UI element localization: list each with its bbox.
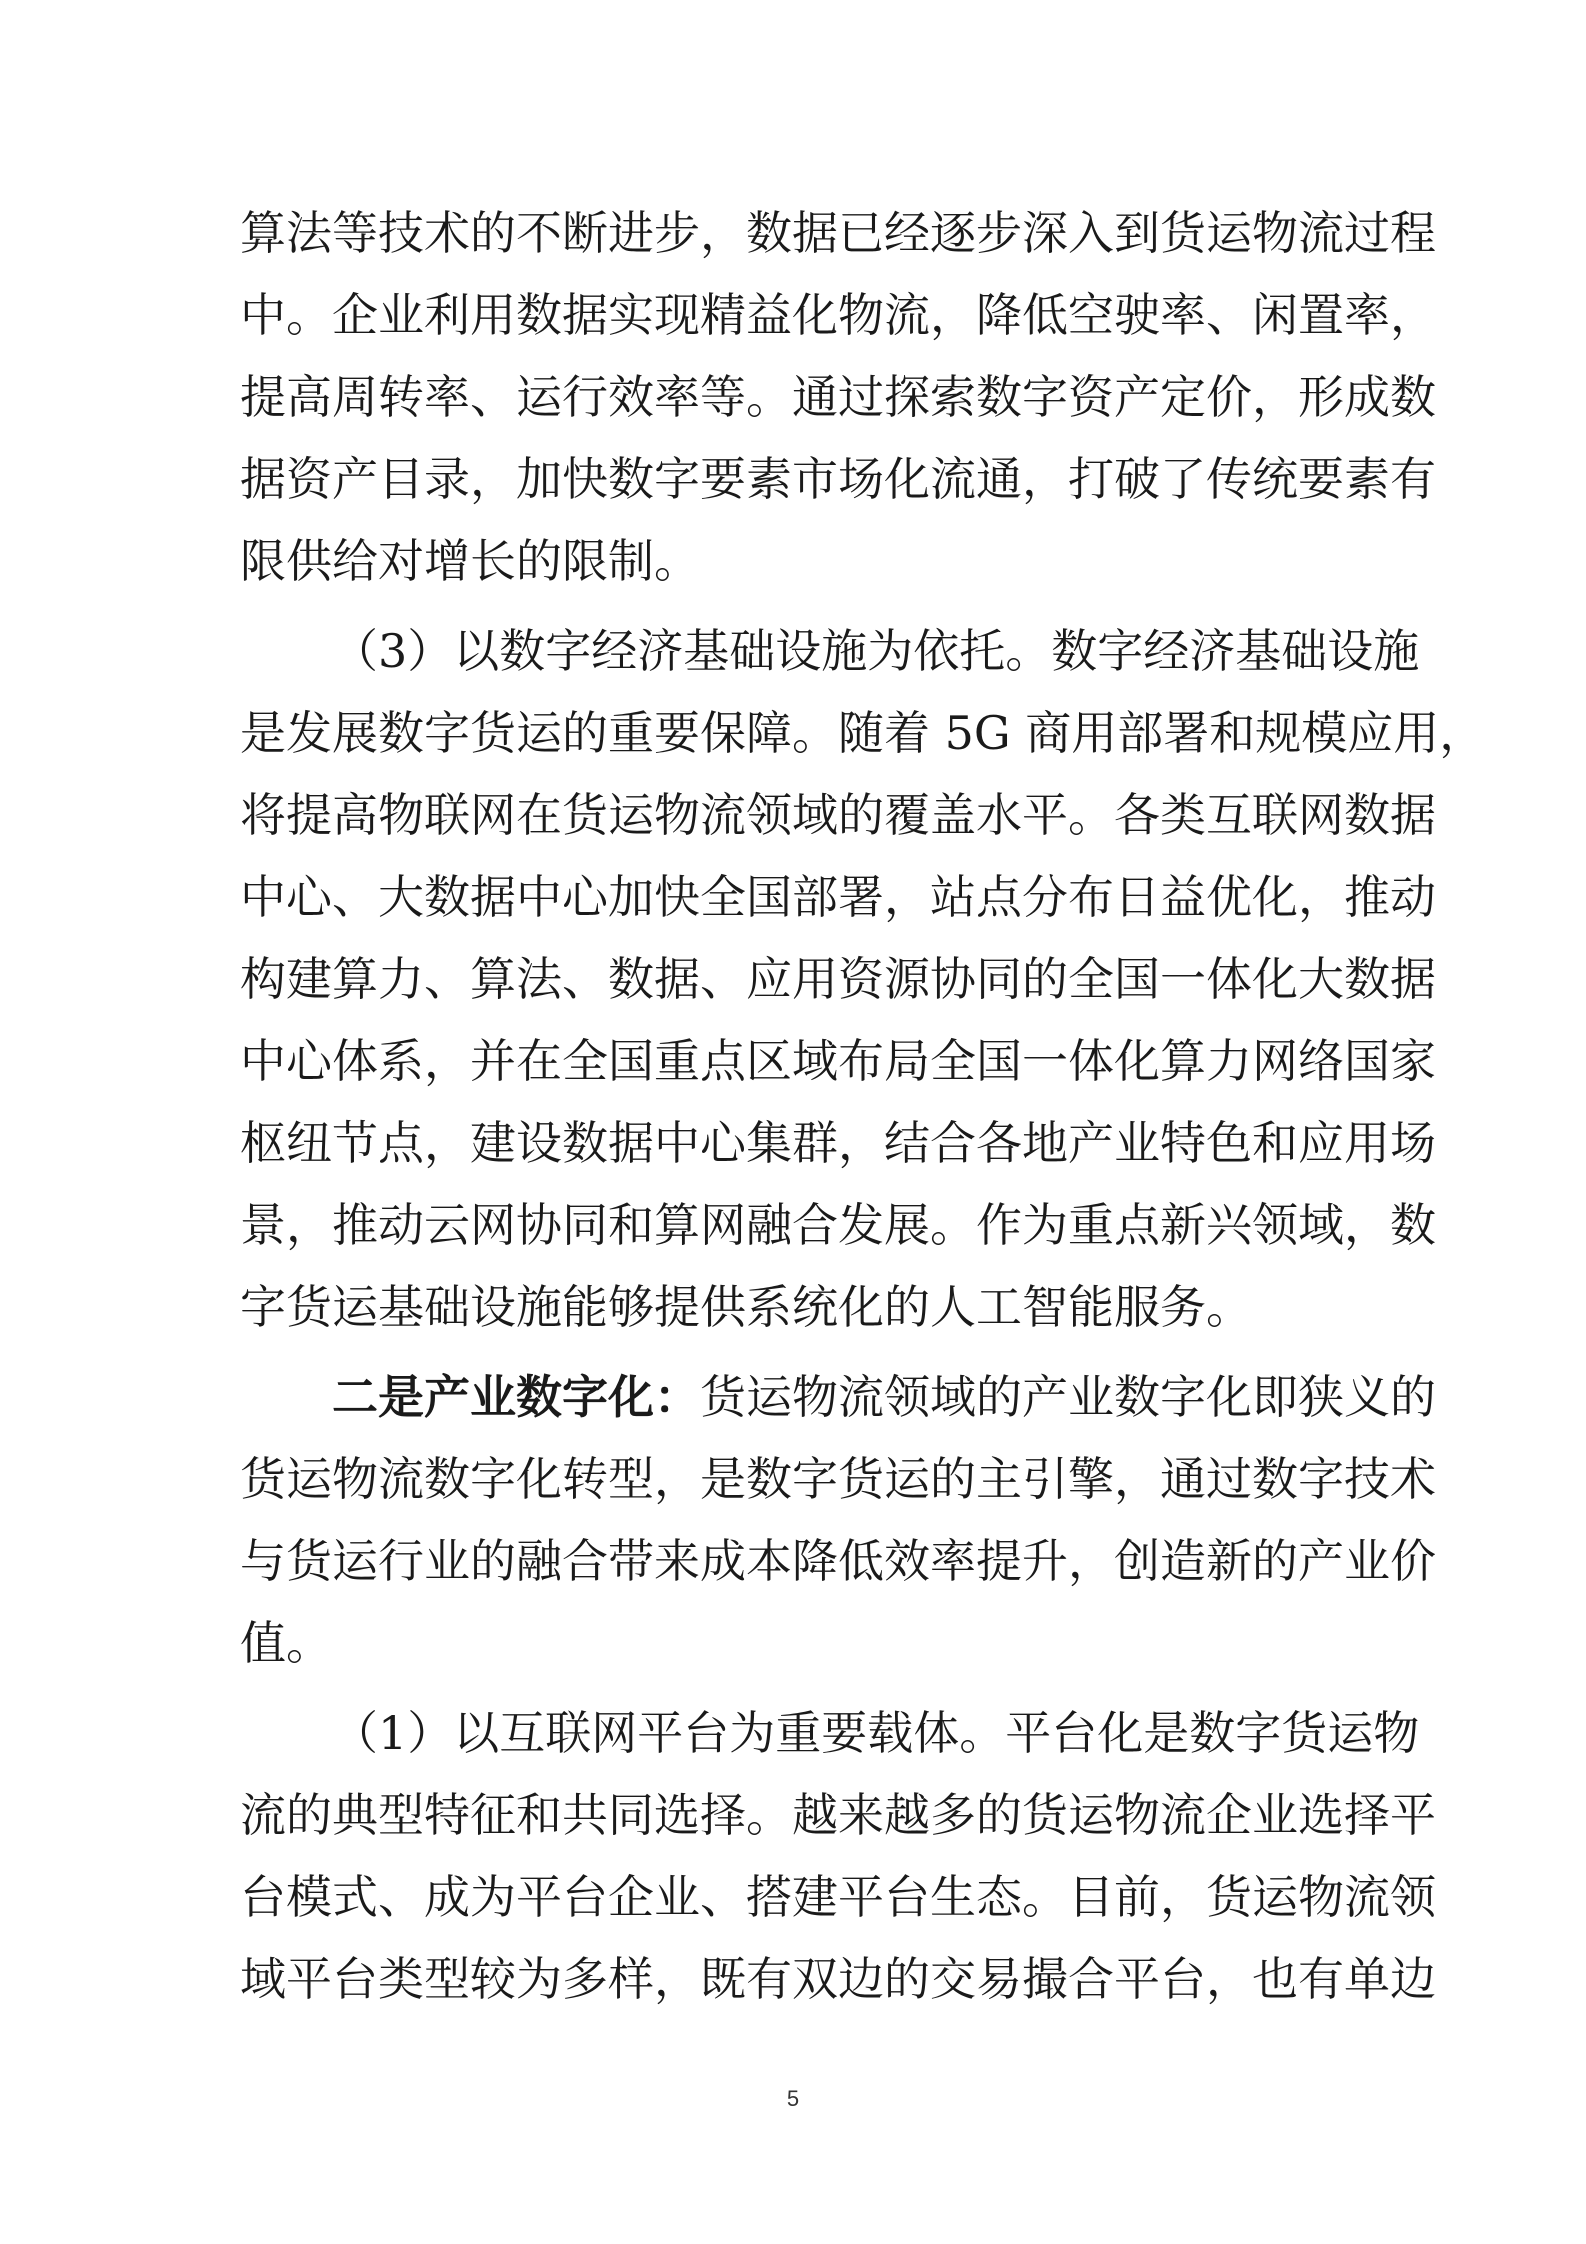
paragraph-2-line-4: 中心、大数据中心加快全国部署，站点分布日益优化，推动	[240, 870, 1436, 924]
paragraph-2-line-9: 字货运基础设施能够提供系统化的人工智能服务。	[240, 1280, 1252, 1334]
paragraph-4-line-3: 台模式、成为平台企业、搭建平台生态。目前，货运物流领	[240, 1870, 1436, 1924]
paragraph-2-line-8: 景，推动云网协同和算网融合发展。作为重点新兴领域，数	[240, 1198, 1436, 1252]
paragraph-2-line-2: 是发展数字货运的重要保障。随着 5G 商用部署和规模应用，	[240, 706, 1486, 760]
paragraph-2-line-1: （3）以数字经济基础设施为依托。数字经济基础设施	[332, 624, 1420, 678]
paragraph-1-line-4: 据资产目录，加快数字要素市场化流通，打破了传统要素有	[240, 452, 1436, 506]
paragraph-1-line-2: 中。企业利用数据实现精益化物流，降低空驶率、闲置率，	[240, 288, 1436, 342]
paragraph-1-line-3: 提高周转率、运行效率等。通过探索数字资产定价，形成数	[240, 370, 1436, 424]
paragraph-3-line-4: 值。	[240, 1616, 332, 1670]
paragraph-2-line-7: 枢纽节点，建设数据中心集群，结合各地产业特色和应用场	[240, 1116, 1436, 1170]
paragraph-2-line-5: 构建算力、算法、数据、应用资源协同的全国一体化大数据	[240, 952, 1436, 1006]
section-heading: 二是产业数字化：	[332, 1370, 700, 1424]
paragraph-4-line-2: 流的典型特征和共同选择。越来越多的货运物流企业选择平	[240, 1788, 1436, 1842]
paragraph-3-line-1-text: 货运物流领域的产业数字化即狭义的	[700, 1370, 1436, 1424]
paragraph-2-line-6: 中心体系，并在全国重点区域布局全国一体化算力网络国家	[240, 1034, 1436, 1088]
paragraph-3-line-1	[332, 1356, 1436, 1438]
paragraph-1-line-1: 算法等技术的不断进步，数据已经逐步深入到货运物流过程	[240, 206, 1436, 260]
paragraph-4-line-1: （1）以互联网平台为重要载体。平台化是数字货运物	[332, 1706, 1420, 1760]
page-number: 5	[786, 2086, 800, 2111]
paragraph-2-line-3: 将提高物联网在货运物流领域的覆盖水平。各类互联网数据	[240, 788, 1436, 842]
paragraph-3-line-2: 货运物流数字化转型，是数字货运的主引擎，通过数字技术	[240, 1452, 1436, 1506]
paragraph-3-line-3: 与货运行业的融合带来成本降低效率提升，创造新的产业价	[240, 1534, 1436, 1588]
paragraph-1-line-5: 限供给对增长的限制。	[240, 534, 700, 588]
paragraph-4-line-4: 域平台类型较为多样，既有双边的交易撮合平台，也有单边	[240, 1952, 1436, 2006]
